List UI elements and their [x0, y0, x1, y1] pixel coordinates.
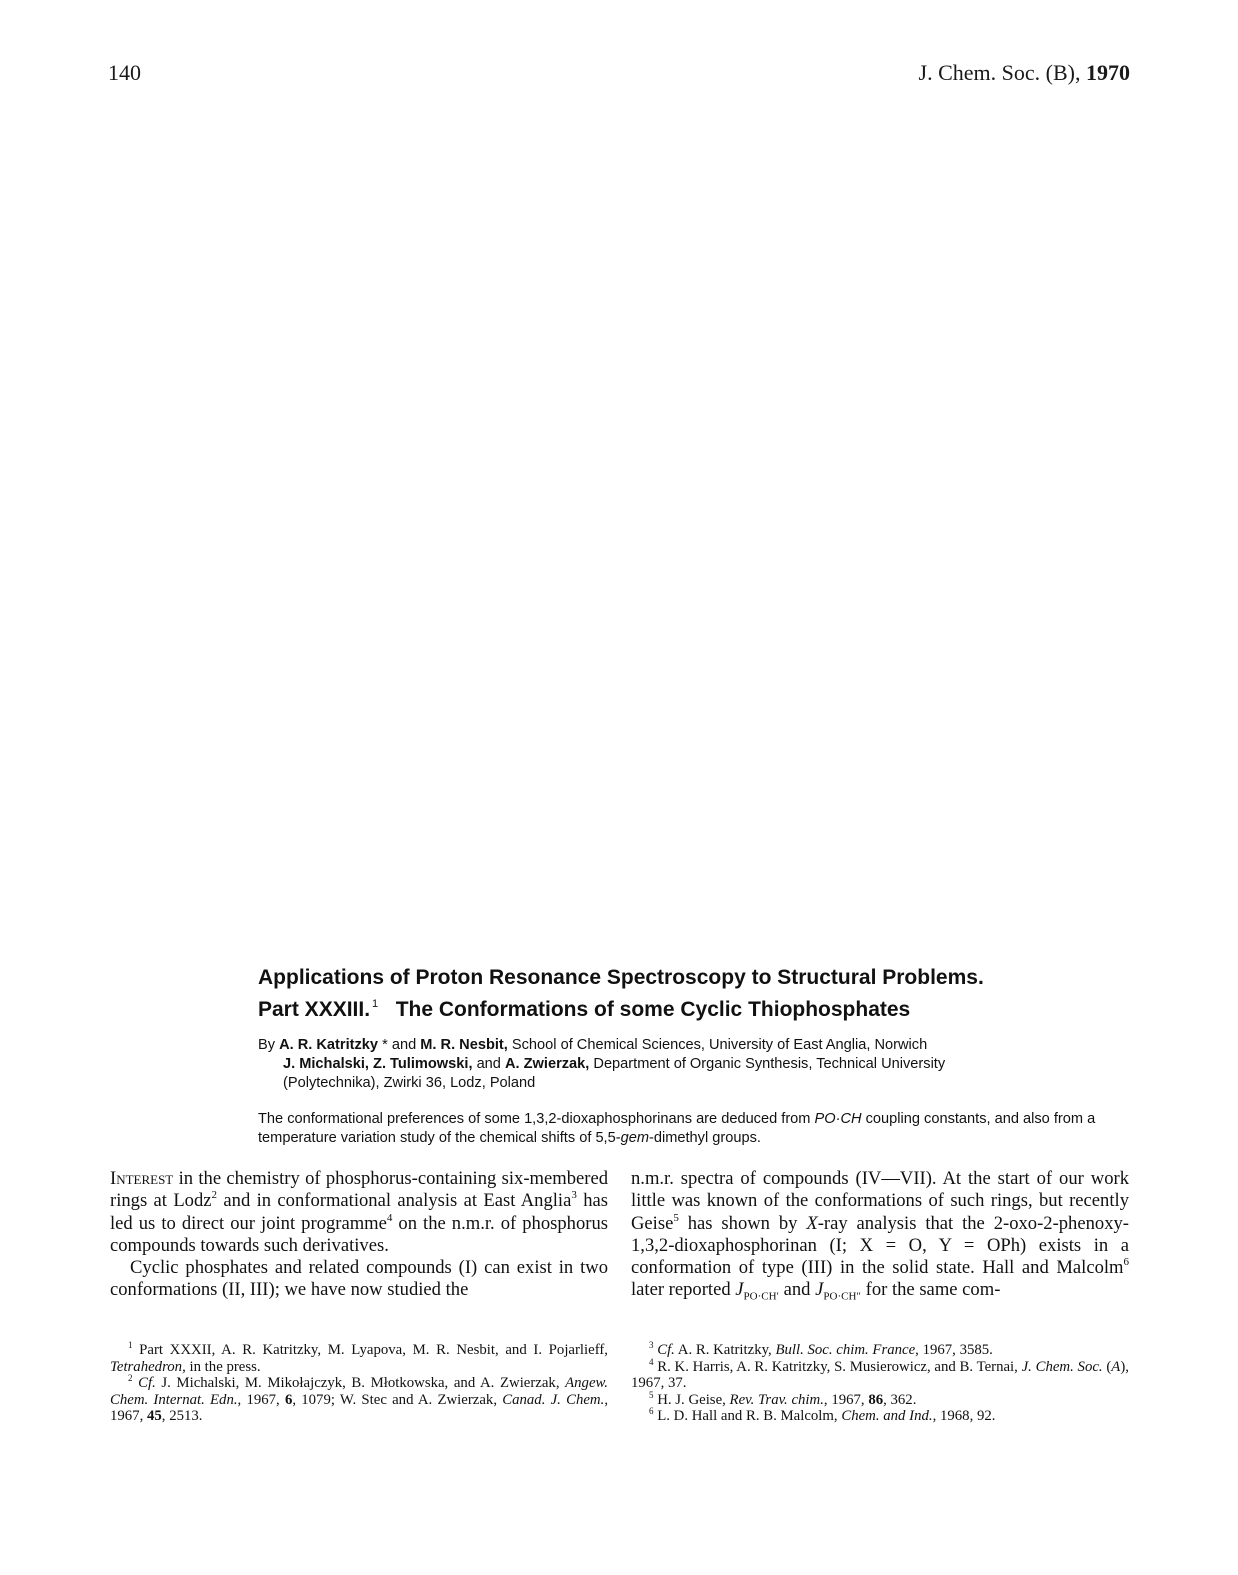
footnotes-left	[110, 1342, 608, 1425]
footnote	[631, 1342, 1129, 1359]
footnote-text: (	[1102, 1358, 1112, 1375]
body-text: has shown by	[678, 1212, 807, 1234]
body-column-right	[631, 1168, 1129, 1309]
author-name: J. Michalski, Z. Tulimowski,	[283, 1056, 473, 1072]
page-number: 140	[108, 60, 141, 85]
footnote-number: 4	[649, 1356, 654, 1367]
footnote-cf: Cf.	[138, 1375, 156, 1392]
abstract-text: coupling constants, and also from a temperature variation study of the chemical shifts of 5,5-	[258, 1111, 1096, 1146]
author-block	[258, 1036, 1138, 1093]
footnote-number: 2	[128, 1373, 133, 1384]
footnote	[110, 1375, 608, 1425]
title-subtitle: The Conformations of some Cyclic Thiophosphates	[395, 998, 911, 1021]
footnote-text: , 362.	[883, 1391, 917, 1408]
footnote-text: , 1967, 3585.	[915, 1342, 993, 1358]
footnote-text: H. J. Geise,	[657, 1391, 730, 1408]
affiliation: School of Chemical Sciences, University of East Anglia, Norwich	[511, 1037, 928, 1053]
abstract-term: PO·CH	[814, 1111, 862, 1127]
body-text: for the same com-	[860, 1279, 1001, 1301]
footnote-ref: 5	[673, 1211, 679, 1224]
footnote-cf: Cf.	[657, 1342, 675, 1358]
abstract	[258, 1110, 1138, 1148]
footnote-text: , in the press.	[182, 1358, 261, 1375]
title-part-number: Part XXXIII.	[258, 998, 371, 1021]
footnote-section: A	[1111, 1358, 1121, 1375]
footnote-journal: J. Chem. Soc.	[1021, 1358, 1103, 1375]
abstract-term: gem	[620, 1130, 649, 1146]
author-line-2	[258, 1055, 1138, 1074]
footnote	[631, 1389, 1129, 1409]
author-name: M. R. Nesbit,	[420, 1037, 508, 1053]
body-paragraph: Cyclic phosphates and related compounds (I) can exist in two conformations (II, III); we have now studied the	[110, 1257, 608, 1301]
footnote-number: 1	[128, 1340, 133, 1350]
footnote-journal: Canad. J. Chem.	[502, 1391, 605, 1408]
body-text: n.m.r. spectra of compounds (IV—VII). At the start of our work little was known of the conformations of such rings, but recently Geise	[631, 1168, 1129, 1234]
body-text: in the chemistry of phosphorus-containing six-membered rings at Lodz	[110, 1168, 608, 1212]
affiliation: Department of Organic Synthesis, Technical University	[593, 1056, 946, 1072]
and-label: and	[391, 1037, 417, 1053]
journal-year: 1970	[1086, 60, 1130, 85]
footnote	[110, 1342, 608, 1375]
title-line-1: Applications of Proton Resonance Spectroscopy to Structural Problems.	[258, 966, 984, 989]
author-name: A. R. Katritzky	[279, 1037, 379, 1053]
affiliation: (Polytechnika), Zwirki 36, Lodz, Poland	[283, 1075, 536, 1091]
footnote-text: , 2513.	[161, 1408, 203, 1425]
footnote-volume: 45	[147, 1408, 162, 1425]
footnote-number: 5	[649, 1389, 654, 1400]
footnote-ref: 3	[571, 1189, 577, 1202]
body-term: X	[806, 1212, 818, 1234]
footnote-ref: 6	[1123, 1256, 1129, 1269]
coupling-symbol: J	[815, 1279, 824, 1301]
footnote-text: , 1967,	[823, 1391, 869, 1408]
coupling-symbol: J	[735, 1279, 744, 1301]
body-text: on the n.m.r. of phosphorus compounds towards such derivatives.	[110, 1212, 608, 1256]
footnote-number: 6	[649, 1406, 654, 1417]
coupling-subscript: PO·CH′	[743, 1291, 779, 1304]
footnote-text: , 1079; W. Stec and A. Zwierzak,	[292, 1391, 503, 1408]
lead-word: Interest	[110, 1168, 174, 1189]
footnote	[631, 1356, 1129, 1392]
footnote-text: , 1967,	[237, 1391, 285, 1408]
footnote-text: ), 1967, 37.	[631, 1358, 1129, 1392]
journal-reference	[919, 60, 1130, 86]
author-line-3	[258, 1074, 1138, 1093]
footnote-text: L. D. Hall and R. B. Malcolm,	[657, 1408, 842, 1425]
and-label: and	[476, 1056, 501, 1072]
title-footnote-ref: 1	[372, 998, 379, 1010]
body-text: and in conformational analysis at East Anglia	[217, 1190, 572, 1212]
footnote-number: 3	[649, 1340, 654, 1350]
title-line-2	[258, 991, 1138, 1023]
footnote-text: , 1967,	[110, 1391, 609, 1425]
footnote-text: A. R. Katritzky,	[674, 1342, 776, 1358]
footnote-journal: Rev. Trav. chim.	[729, 1391, 824, 1408]
body-column-left	[110, 1168, 608, 1302]
corresponding-mark: *	[382, 1037, 388, 1053]
body-text: -ray analysis that the 2-oxo-2-phenoxy-1,3,2-dioxaphosphorinan (I; X = O, Y = OPh) exists in a conformation of type (III) in the solid state. Hall and Malcolm	[631, 1212, 1129, 1279]
abstract-text: -dimethyl groups.	[648, 1130, 761, 1146]
footnote	[631, 1408, 1129, 1425]
body-paragraph	[631, 1168, 1129, 1309]
footnote-volume: 6	[284, 1391, 293, 1408]
author-line-1	[258, 1036, 1138, 1055]
body-text: has led us to direct our joint programme	[110, 1190, 609, 1234]
footnote-text: , 1968, 92.	[932, 1408, 996, 1425]
coupling-subscript: PO·CH″	[823, 1291, 861, 1304]
footnote-volume: 86	[868, 1391, 884, 1408]
author-name: A. Zwierzak,	[504, 1056, 590, 1072]
abstract-text: The conformational preferences of some 1,3,2-dioxaphosphorinans are deduced from	[258, 1111, 811, 1127]
footnotes-right	[631, 1342, 1129, 1425]
body-text: later reported	[631, 1279, 736, 1301]
body-text: and	[778, 1279, 816, 1301]
footnote-journal: Bull. Soc. chim. France	[775, 1342, 916, 1358]
footnote-journal: Chem. and Ind.	[841, 1408, 933, 1425]
footnote-ref: 4	[386, 1211, 393, 1224]
journal-citation: J. Chem. Soc. (B),	[918, 60, 1081, 85]
article-title	[258, 964, 1138, 1023]
footnote-ref: 2	[211, 1189, 218, 1202]
footnote-journal: Tetrahedron	[110, 1358, 183, 1375]
body-paragraph	[110, 1168, 608, 1257]
footnote-text: R. K. Harris, A. R. Katritzky, S. Musierowicz, and B. Ternai,	[657, 1358, 1022, 1375]
footnote-journal: Angew. Chem. Internat. Edn.	[110, 1375, 608, 1408]
footnote-text: J. Michalski, M. Mikołajczyk, B. Młotkowska, and A. Zwierzak,	[155, 1375, 566, 1392]
by-label: By	[258, 1037, 276, 1053]
footnote-text: Part XXXII, A. R. Katritzky, M. Lyapova, M. R. Nesbit, and I. Pojarlieff,	[139, 1342, 608, 1358]
